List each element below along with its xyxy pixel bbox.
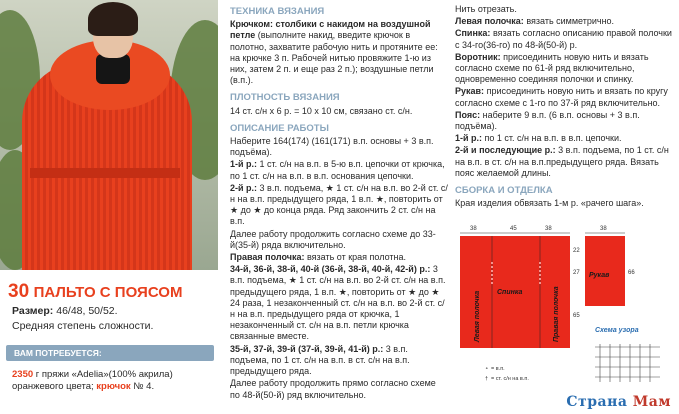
technique-heading: ТЕХНИКА ВЯЗАНИЯ [230, 6, 325, 17]
dim-right-3: 65 [573, 313, 580, 319]
size-info: Размер: 46/48, 50/52. [12, 305, 118, 317]
materials-text: 2350 г пряжи «Adelia»(100% акрила) оранжевого цвета; крючок № 4. [12, 369, 173, 392]
dim-right-2: 27 [573, 270, 580, 276]
pattern-diagram [455, 222, 675, 412]
svg-text:†: † [485, 376, 489, 382]
legend-chain: = в.п. [491, 366, 505, 372]
instructions-column-2: Нить отрезать. Левая полочка: вязать симметрично. Спинка: вязать согласно описанию правой полочки с 34-го(36-го) по 48-й(50-й) р. Воротник: присоединить новую нить и вязать согласно схеме по 61-й ряд включительно, одновременно соединяя полочки и спинку. Рукав: присоединить новую нить и вязать по кругу согласно схеме с 1-го по 37-й ряд включительно. Пояс: наберите 9 в.п. (6 в.п. основы + 3 в.п. подъёма). 1-й р.: по 1 ст. с/н на в.п. в в.п. цепочки. 2-й и последующие р.: 3 в.п. подъема, по 1 ст. с/н на в.п. в ст. с/н на в.п.предыдущего ряда. Вязать пояс желаемой длины. СБОРКА И ОТДЕЛКА Края изделия обвязать 1-м р. «рачего шага». [455, 4, 672, 209]
scheme-title: Схема узора [595, 327, 639, 334]
legend-dc: = ст. с/н на в.п. [491, 376, 529, 382]
technique-text: Крючком: столбики с накидом на воздушной петле (выполните накид, введите крючок в полотно, захватите рабочую нить и протяните ее: на крючке 3 п. Рабочей нитью провяжите 1-ю из них, затем 2 п. и еще раз 2 п.); воздушные петли (в.п.). [230, 19, 438, 86]
site-logo: Страна Мам [566, 394, 671, 410]
dim-top-1: 38 [470, 226, 477, 232]
dim-right-1: 22 [573, 248, 580, 254]
density-heading: ПЛОТНОСТЬ ВЯЗАНИЯ [230, 92, 340, 104]
dim-top-3: 38 [545, 226, 552, 232]
label-back: Спинка [497, 289, 523, 296]
label-sleeve: Рукав [589, 272, 610, 279]
assembly-heading: СБОРКА И ОТДЕЛКА [455, 185, 553, 197]
instructions-column-1: ТЕХНИКА ВЯЗАНИЯ Крючком: столбики с накидом на воздушной петле (выполните накид, введите крючок в полотно, захватите рабочую нить и протяните ее: на крючке 3 п. Рабочей нитью провяжите 1-ю из них, затем 2 п. и еще раз 2 п.); воздушные петли (в.п.). ПЛОТНОСТЬ ВЯЗАНИЯ 14 ст. с/н х 6 р. = 10 х 10 см, связано ст. с/н. ОПИСАНИЕ РАБОТЫ Наберите 164(174) (161(171) в.п. основы + 3 в.п. подъёма). 1-й р.: 1 ст. с/н на в.п. в 5-ю в.п. цепочки от крючка, по 1 ст. с/н на в.п. в в.п. основания цепочки. 2-й р.: 3 в.п. подъема, ★ 1 ст. с/н на в.п. во 2-й ст. с/н на в.п. предыдущего ряда, 1 в.п. ★, повторить от ★ до ★ до конца ряда. Ряд закончить 2 ст. с/н на в.п. Далее работу продолжить согласно схеме до 33-й(35-й) ряда включительно. Правая полочка: вязать от края полотна. 34-й, 36-й, 38-й, 40-й (36-й, 38-й, 40-й, 42-й) р.: 3 в.п. подъема, ★ 1 ст. с/н на в.п. во 2-й ст. с/н на в.п. предыдущего ряда, 1 в.п. ★, повторить от ★ до ★ 24 раза, 1 незаконченный ст. с/н на в.п. во 2-й ст. с/н на в.п. предыдущего ряда от крючка, 1 незаконченный ст. с/н на в.п. петли крючка связанные вместе. 35-й, 37-й, 39-й (37-й, 39-й, 41-й) р.: 3 в.п. подъема, по 1 ст. с/н на в.п. в ст. с/н на в.п. предыдущего ряда. Далее работу продолжить прямо согласно схеме по 48-й(50-й) ряд включительно. [230, 6, 448, 400]
dim-sleeve-top: 38 [600, 226, 607, 232]
panel-sleeve [585, 236, 625, 306]
materials-banner: ВАМ ПОТРЕБУЕТСЯ: [6, 345, 214, 361]
label-left: Левая полочка [474, 290, 481, 342]
svg-text:∘: ∘ [485, 366, 489, 372]
density-text: 14 ст. с/н х 6 р. = 10 х 10 см, связано ст. с/н. [230, 105, 413, 116]
dim-top-2: 45 [510, 226, 517, 232]
model-photo [0, 0, 218, 270]
difficulty: Средняя степень сложности. [12, 320, 154, 332]
model-title [8, 281, 182, 303]
label-right: Правая полочка [553, 286, 560, 342]
model-number: 30 [8, 281, 30, 302]
model-name: ПАЛЬТО С ПОЯСОМ [33, 284, 183, 301]
work-heading: ОПИСАНИЕ РАБОТЫ [230, 122, 329, 134]
dim-sleeve-h: 66 [628, 270, 635, 276]
